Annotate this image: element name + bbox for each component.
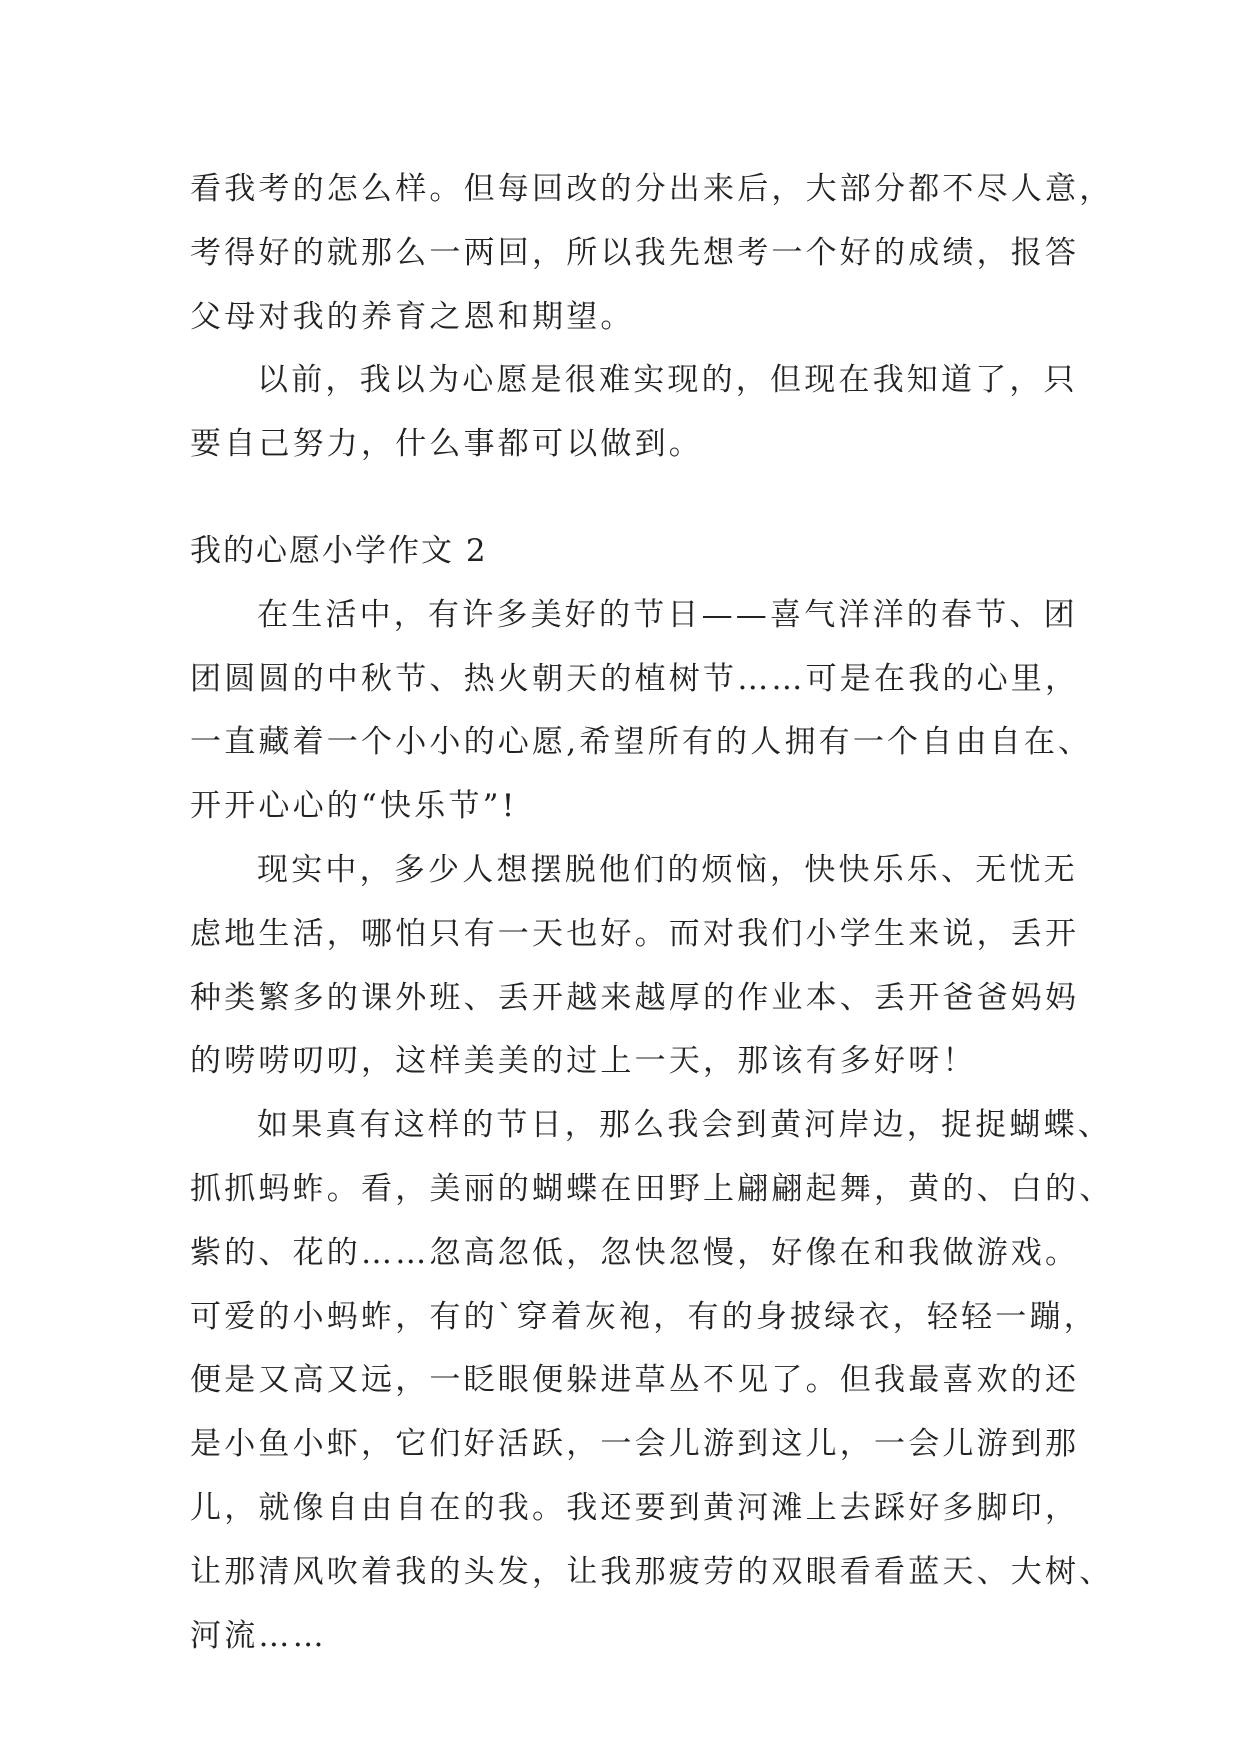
section-gap: [190, 477, 1050, 520]
text-line: 让那清风吹着我的头发，让我那疲劳的双眼看看蓝天、大树、: [190, 1553, 1114, 1590]
text-line: 以前，我以为心愿是很难实现的，但现在我知道了，只: [257, 362, 1078, 399]
text-line: 父母对我的养育之恩和期望。: [190, 298, 635, 335]
paragraph: [190, 158, 1114, 349]
text-line: 虑地生活，哪怕只有一天也好。而对我们小学生来说，丢开: [190, 915, 1080, 952]
text-line: 河流……: [190, 1617, 327, 1654]
text-line: 要自己努力，什么事都可以做到。: [190, 426, 703, 463]
text-line: 儿，就像自由自在的我。我还要到黄河滩上去踩好多脚印，: [190, 1489, 1080, 1526]
document-page: [190, 158, 1114, 1668]
text-line: 在生活中，有许多美好的节日——喜气洋洋的春节、团: [257, 596, 1078, 633]
text-line: 抓抓蚂蚱。看，美丽的蝴蝶在田野上翩翩起舞，黄的、白的、: [190, 1170, 1114, 1207]
text-line: 紫的、花的……忽高忽低，忽快忽慢，好像在和我做游戏。: [190, 1234, 1080, 1271]
text-line: 便是又高又远，一眨眼便躲进草丛不见了。但我最喜欢的还: [190, 1362, 1080, 1399]
text-line: 可爱的小蚂蚱，有的`穿着灰袍，有的身披绿衣，轻轻一蹦，: [190, 1298, 1098, 1335]
text-line: 的唠唠叨叨，这样美美的过上一天，那该有多好呀！: [190, 1043, 977, 1080]
text-line: 团圆圆的中秋节、热火朝天的植树节……可是在我的心里，: [190, 660, 1080, 697]
text-line: 开开心心的“快乐节”!: [190, 788, 518, 825]
paragraph: [190, 839, 1080, 1094]
paragraph: [190, 584, 1093, 839]
text-line: 现实中，多少人想摆脱他们的烦恼，快快乐乐、无忧无: [257, 851, 1078, 888]
text-line: 考得好的就那么一两回，所以我先想考一个好的成绩，报答: [190, 234, 1080, 271]
text-line: 是小鱼小虾，它们好活跃，一会儿游到这儿，一会儿游到那: [190, 1426, 1080, 1463]
section-heading: 我的心愿小学作文 2: [190, 532, 488, 569]
text-line: 看我考的怎么样。但每回改的分出来后，大部分都不尽人意，: [190, 171, 1114, 207]
paragraph: [190, 1094, 1114, 1668]
text-line: 一直藏着一个小小的心愿,希望所有的人拥有一个自由自在、: [190, 724, 1093, 761]
text-line: 种类繁多的课外班、丢开越来越厚的作业本、丢开爸爸妈妈: [190, 979, 1080, 1016]
paragraph: [190, 349, 1078, 477]
text-line: 如果真有这样的节日，那么我会到黄河岸边，捉捉蝴蝶、: [257, 1107, 1112, 1144]
